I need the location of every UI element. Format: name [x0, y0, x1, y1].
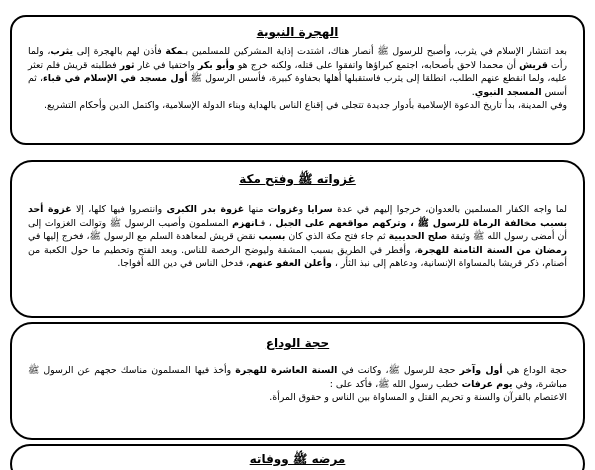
bold-text: المسجد النبوي	[474, 86, 542, 98]
bold-text: غزوة أحد بسبب مخالفة الرماة للرسول ﷺ ، وتركهم مواقعهم على الجبل	[28, 204, 567, 229]
text-run: الاعتصام بالقرآن والسنة و تحريم القتل و المساواة بين الناس و حقوق المرأة.	[269, 392, 567, 404]
section-title: مرضه ﷺ ووفاته	[249, 452, 346, 466]
section-body	[28, 45, 567, 113]
paragraph	[28, 99, 567, 113]
section-title: الهجرة النبوية	[256, 25, 339, 39]
bold-text: مكة	[165, 46, 183, 57]
bold-text: السنة العاشرة للهجرة	[235, 365, 338, 376]
bold-text: ثور	[119, 59, 135, 71]
text-run: منها	[244, 204, 268, 215]
text-run: ثم جاء فتح مكة الذي كان	[285, 231, 389, 243]
section-hijra	[10, 15, 585, 145]
section-body	[28, 364, 567, 405]
paragraph	[28, 391, 567, 405]
text-run: ، وأفطر في الطريق بسبب المشقة وليوضح الرخصة للناس. وبعد الفتح وتحطيم ما حول الكعبة من أصنام، ذكر قريشا بالمساواة الإنسانية، ودعاهم إلى نبذ الثأر ،	[28, 244, 567, 270]
bold-text: بسبب	[258, 231, 286, 243]
text-run: المسلمون وأصيب الرسول ﷺ وتوالت الغزوات إلى أن أمضى رسول الله ﷺ وثيقة	[28, 217, 567, 243]
text-run: فأذن لهم بالهجرة إلى	[73, 46, 166, 57]
text-run: ، ثم أسس	[28, 73, 567, 98]
section-title: غزواته ﷺ وفتح مكة	[239, 172, 356, 186]
text-run: خطب رسول الله ﷺ، فأكد على :	[329, 378, 462, 390]
text-run: ، فـ	[258, 217, 276, 229]
bold-text: وأعلن العفو عنهم	[249, 258, 332, 270]
bold-text: أول وآخر	[459, 365, 503, 376]
section-hajjat-al-wada	[10, 322, 585, 440]
bold-text: وأبو بكر	[197, 59, 235, 71]
bold-text: صلح الحديبية	[388, 231, 448, 243]
bold-text: يوم عرفات	[461, 378, 513, 390]
text-run: لما واجه الكفار المسلمين بالعدوان، خرجوا إليهم في عدة	[332, 204, 567, 215]
text-run: أن محمدا لاحق بأصحابه، اجتمع كبراؤها واتفقوا على قتله، ولكنه خرج هو	[234, 59, 520, 71]
text-run: بعد انتشار الإسلام في يثرب، وأصبح للرسول ﷺ أنصار هناك، اشتدت إذاية المشركين للمسلمين بـ	[182, 46, 567, 57]
section-marad-wa-wafat	[10, 444, 585, 470]
text-run: فطلبته قريش فلم تعثر عليه، ولما انقطع عنهم الطلب، انطلقا إلى يثرب فاستقبلها أهلها بحفاوة كبيرة، فأسس الرسول ﷺ	[28, 59, 567, 85]
text-run: ، ولما رأت	[28, 46, 567, 71]
paragraph	[28, 45, 567, 99]
paragraph	[28, 364, 567, 391]
text-run: ، فدخل الناس في دين الله أفواجا.	[117, 258, 250, 270]
text-run: وفي المدينة، بدأ تاريخ الدعوة الإسلامية بأدوار جديدة تتجلى في إقناع الناس بالهداية وبناء الدولة الإسلامية، واكتمل الدين وأحكام التشريع.	[43, 100, 567, 112]
text-run: واختفيا في غار	[134, 59, 198, 71]
section-title: حجة الوداع	[265, 336, 330, 350]
text-run: وأخذ فيها المسلمون مناسك حجهم عن الرسول ﷺ مباشرة، وفي	[28, 365, 567, 390]
bold-text: غزوات	[267, 204, 299, 215]
bold-text: انهزم	[232, 217, 258, 229]
bold-text: أول مسجد في الإسلام في قباء	[42, 73, 188, 85]
text-run: حجة الوداع هي	[502, 365, 567, 376]
paragraph	[28, 203, 567, 271]
bold-text: سرايا	[307, 204, 333, 215]
bold-text: يثرب	[50, 46, 73, 57]
bold-text: غزوة بدر الكبرى	[166, 204, 245, 215]
section-ghazawat	[10, 160, 585, 318]
text-run: و	[298, 204, 308, 215]
bold-text: قريش	[519, 59, 548, 71]
text-run: نقض قريش لمعاهدة السلم مع الرسول ﷺ، فخرج إليها في	[28, 231, 259, 243]
section-body	[28, 203, 567, 271]
text-run: حجة للرسول ﷺ، وكانت في	[337, 365, 460, 376]
text-run: .	[471, 86, 475, 98]
bold-text: رمضان من السنة الثامنة للهجرة	[417, 244, 567, 256]
text-run: وانتصروا فيها كلها، إلا	[71, 204, 167, 215]
